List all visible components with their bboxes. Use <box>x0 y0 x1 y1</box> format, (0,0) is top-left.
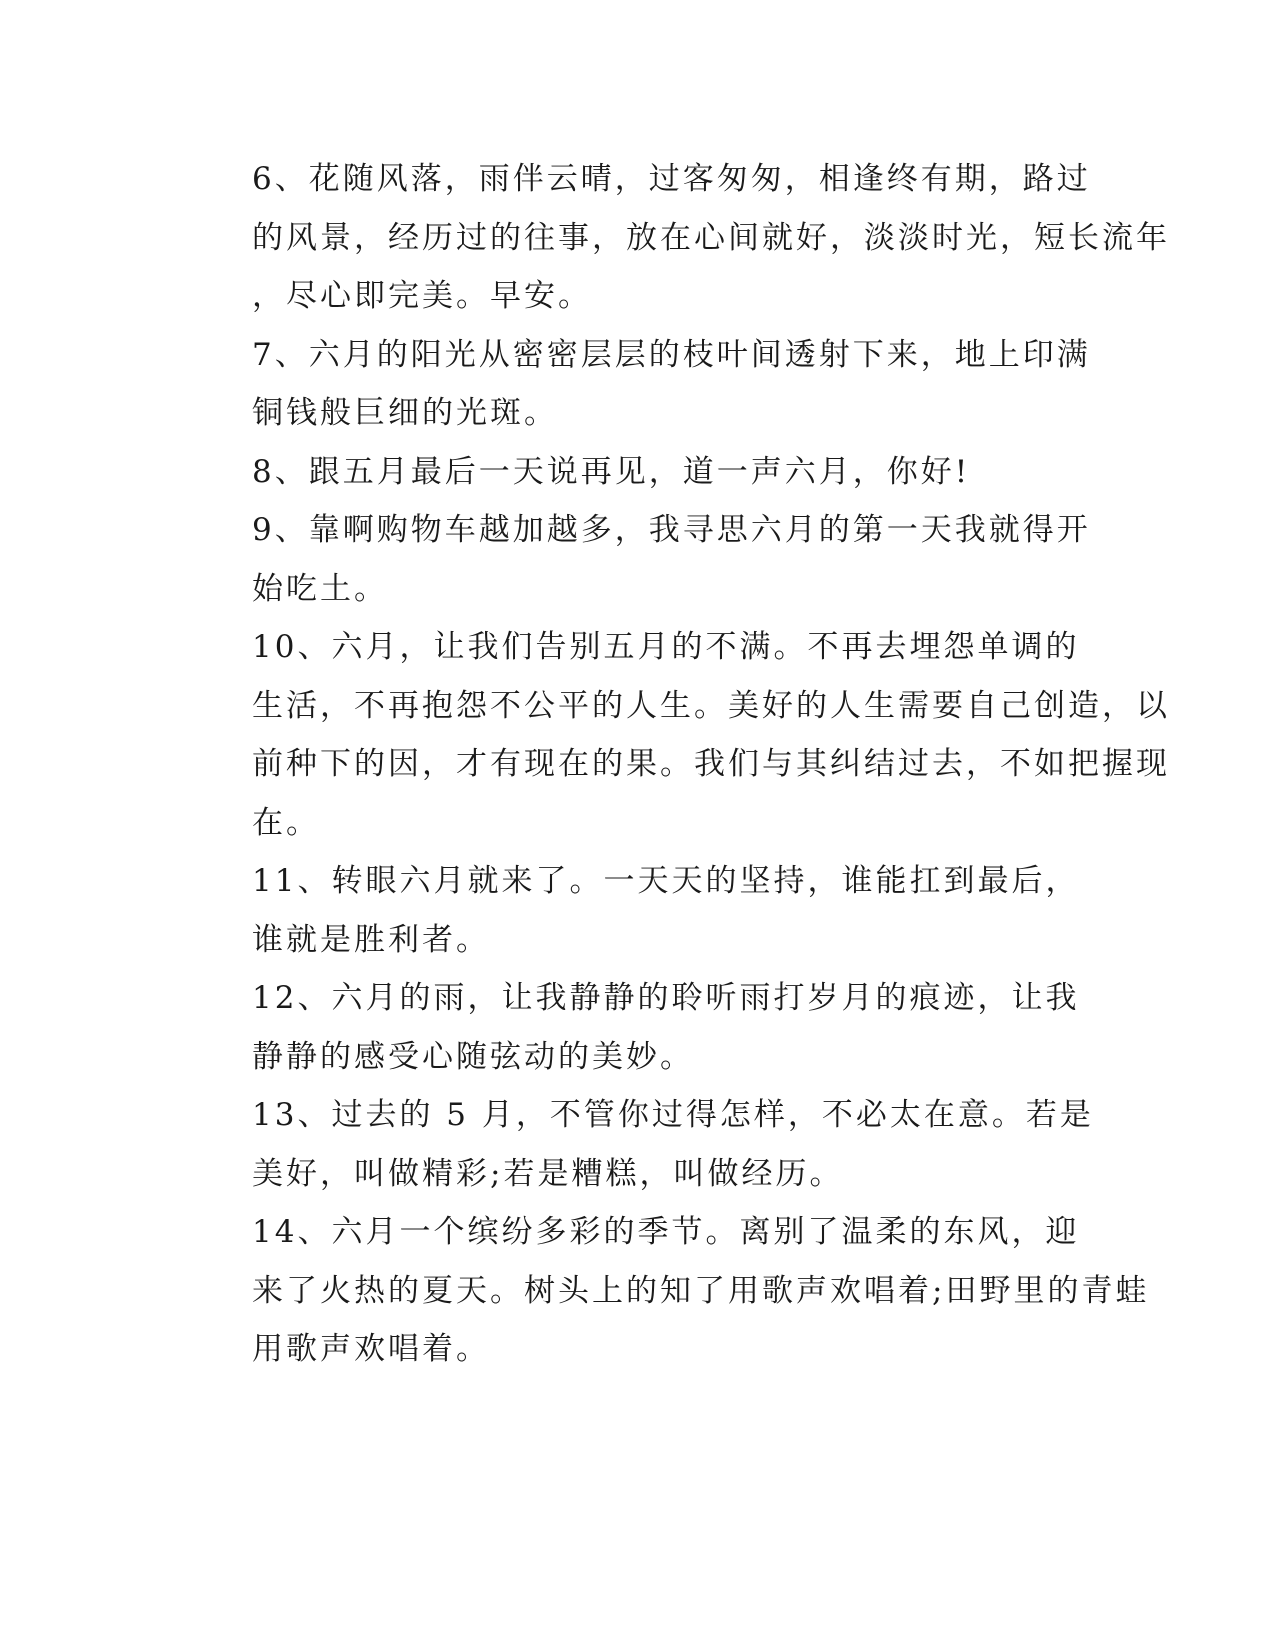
paragraph-line: 来了火热的夏天。树头上的知了用歌声欢唱着;田野里的青蛙 <box>252 1272 1150 1309</box>
paragraph-line: 铜钱般巨细的光斑。 <box>252 395 558 431</box>
paragraph-line: 的风景，经历过的往事，放在心间就好，淡淡时光，短长流年 <box>252 219 1170 256</box>
paragraph-7 <box>182 326 1091 443</box>
paragraph-line: 生活，不再抱怨不公平的人生。美好的人生需要自己创造，以 <box>252 687 1170 724</box>
paragraph-line: 前种下的因，才有现在的果。我们与其纠结过去，不如把握现 <box>252 746 1170 782</box>
paragraph-line: 静静的感受心随弦动的美妙。 <box>252 1038 694 1075</box>
paragraph-8 <box>182 443 1042 502</box>
paragraph-12 <box>182 969 1080 1086</box>
paragraph-line: 7、六月的阳光从密密层层的枝叶间透射下来，地上印满 <box>252 336 1091 373</box>
paragraph-line: 用歌声欢唱着。 <box>252 1331 490 1367</box>
paragraph-line: ，尽心即完美。早安。 <box>252 278 592 314</box>
paragraph-line: 6、花随风落，雨伴云晴，过客匆匆，相逢终有期，路过 <box>252 161 1091 197</box>
paragraph-13 <box>182 1086 1094 1203</box>
paragraph-line: 10、六月，让我们告别五月的不满。不再去埋怨单调的 <box>252 629 1080 665</box>
paragraph-line: 谁就是胜利者。 <box>252 921 490 958</box>
paragraph-line: 12、六月的雨，让我静静的聆听雨打岁月的痕迹，让我 <box>252 980 1080 1016</box>
paragraph-9 <box>182 501 1091 618</box>
paragraph-line: 美好，叫做精彩;若是糟糕，叫做经历。 <box>252 1155 844 1192</box>
paragraph-line: 9、靠啊购物车越加越多，我寻思六月的第一天我就得开 <box>252 512 1091 548</box>
paragraph-14 <box>182 1203 1150 1379</box>
document-body <box>182 150 1170 1379</box>
paragraph-line: 14、六月一个缤纷多彩的季节。离别了温柔的东风，迎 <box>252 1214 1080 1250</box>
paragraph-line: 始吃土。 <box>252 570 388 607</box>
paragraph-line: 11、转眼六月就来了。一天天的坚持，谁能扛到最后， <box>252 863 1080 899</box>
paragraph-line: 8、跟五月最后一天说再见，道一声六月，你好! <box>252 453 971 490</box>
paragraph-line: 13、过去的 5 月，不管你过得怎样，不必太在意。若是 <box>252 1097 1094 1133</box>
paragraph-6 <box>182 150 1170 326</box>
paragraph-line: 在。 <box>252 804 320 841</box>
paragraph-10 <box>182 618 1170 852</box>
paragraph-11 <box>182 852 1080 969</box>
